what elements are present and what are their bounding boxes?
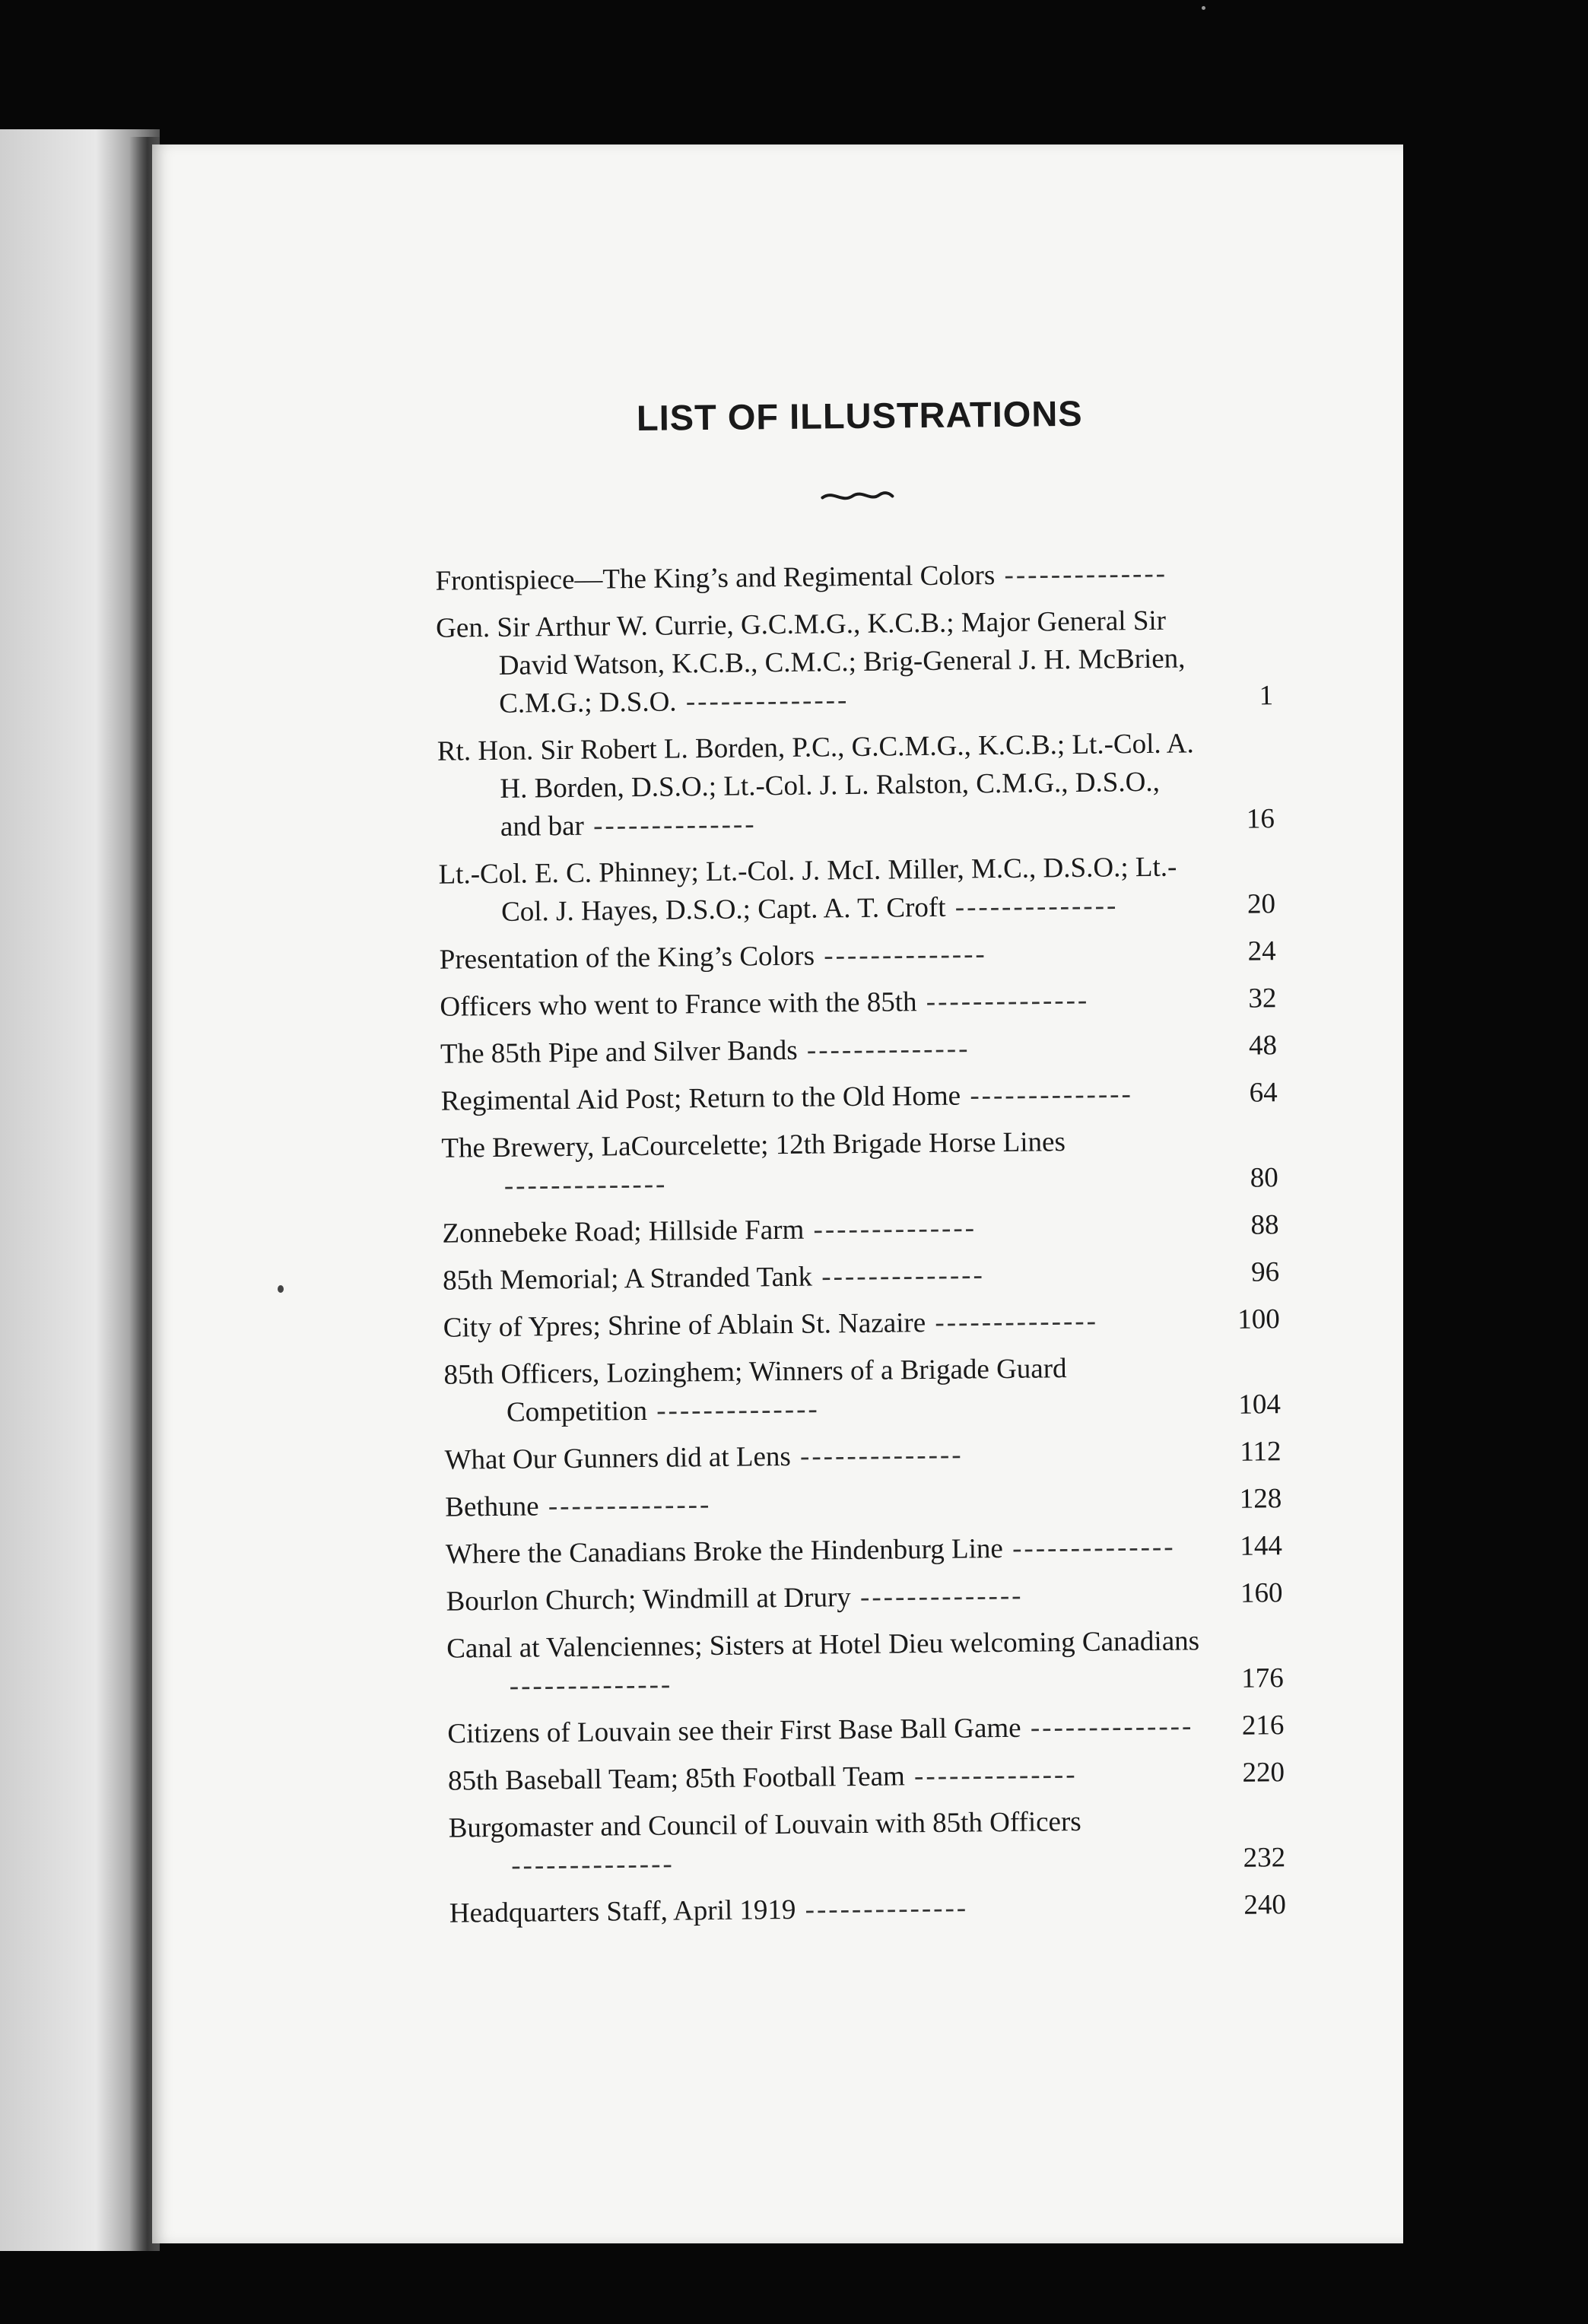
page-number: 144: [1240, 1530, 1283, 1562]
dot-leader: --------------: [676, 684, 850, 718]
dot-leader: --------------: [995, 557, 1168, 592]
page-number: 24: [1247, 935, 1276, 967]
page-number: 1: [1259, 680, 1274, 712]
list-item: [444, 1433, 1281, 1480]
list-item: [448, 1754, 1285, 1801]
illustration-title-text: Lt.-Col. E. C. Phinney; Lt.-Col. J. McI. Miller, M.C., D.S.O.; Lt.-Col. J. Hayes, D.S.O.; Capt. A. T. Croft: [438, 851, 1177, 928]
page-number: 48: [1248, 1030, 1278, 1062]
page-number: 232: [1243, 1842, 1286, 1874]
list-item: [448, 1801, 1285, 1886]
dot-leader: --------------: [797, 1033, 970, 1066]
page-number: 32: [1248, 983, 1277, 1014]
list-item: [439, 932, 1275, 979]
illustration-title-text: 85th Baseball Team; 85th Football Team: [447, 1760, 906, 1797]
illustration-title-text: Rt. Hon. Sir Robert L. Borden, P.C., G.C.M.G., K.C.B.; Lt.-Col. A. H. Borden, D.S.O.; Lt.-Col. J. L. Ralston, C.M.G., D.S.O., and bar: [437, 728, 1194, 843]
page-title: LIST OF ILLUSTRATIONS: [636, 392, 1083, 438]
illustration-title-text: The 85th Pipe and Silver Bands: [440, 1034, 798, 1070]
book-page: [152, 144, 1403, 2243]
list-item: [449, 1886, 1286, 1933]
illustration-title-text: Headquarters Staff, April 1919: [449, 1894, 796, 1929]
illustration-title-text: 85th Memorial; A Stranded Tank: [442, 1261, 813, 1297]
illustration-title: [442, 1207, 1208, 1253]
list-item: [440, 1027, 1277, 1074]
illustration-title-text: Zonnebeke Road; Hillside Farm: [442, 1214, 805, 1249]
illustration-title: [447, 1707, 1214, 1754]
illustration-title: [440, 1075, 1207, 1121]
illustration-title-text: Burgomaster and Council of Louvain with 85th Officers: [448, 1805, 1081, 1844]
page-number: 240: [1243, 1889, 1287, 1921]
dot-leader: --------------: [503, 1168, 668, 1202]
illustration-title: [446, 1528, 1212, 1574]
page-content: [259, 390, 1316, 1944]
list-item: [436, 601, 1274, 724]
list-item: [443, 1348, 1281, 1433]
dot-leader: --------------: [646, 1393, 820, 1427]
page-number: 88: [1250, 1209, 1279, 1241]
illustration-title: [440, 980, 1206, 1027]
page-number: 20: [1247, 888, 1276, 920]
page-number: 80: [1250, 1162, 1279, 1194]
list-item: [438, 847, 1275, 932]
dot-leader: --------------: [904, 1759, 1078, 1792]
page-number: 104: [1238, 1389, 1282, 1421]
dot-leader: --------------: [925, 1305, 1099, 1339]
illustration-title-text: Where the Canadians Broke the Hindenburg Line: [445, 1533, 1004, 1570]
illustration-title: [445, 1481, 1212, 1527]
page-number: 64: [1249, 1077, 1278, 1109]
illustration-title-text: Citizens of Louvain see their First Base Ball Game: [447, 1712, 1021, 1750]
dot-leader: --------------: [790, 1439, 964, 1472]
illustration-title: [443, 1348, 1211, 1433]
illustration-title-text: Bourlon Church; Windmill at Drury: [446, 1582, 851, 1618]
page-number: 128: [1239, 1483, 1282, 1515]
dot-leader: --------------: [945, 890, 1119, 923]
dot-leader: --------------: [538, 1489, 712, 1522]
list-item: [446, 1621, 1284, 1706]
dot-leader: --------------: [1002, 1531, 1176, 1565]
illustration-title: [448, 1802, 1215, 1886]
illustration-title: [449, 1887, 1216, 1933]
illustration-title-text: The Brewery, LaCourcelette; 12th Brigade Horse Lines: [441, 1126, 1066, 1164]
illustration-title: [440, 1027, 1207, 1074]
illustration-title-text: Presentation of the King’s Colors: [439, 940, 815, 976]
dust-speck: [1202, 6, 1205, 10]
dot-leader: --------------: [511, 1848, 675, 1881]
illustration-title: [437, 725, 1205, 847]
page-number: 176: [1240, 1662, 1284, 1694]
list-item: [445, 1480, 1282, 1527]
illustration-title: [435, 554, 1202, 601]
illustration-title-text: 85th Officers, Lozinghem; Winners of a Brigade Guard Competition: [443, 1353, 1067, 1428]
illustration-title-text: What Our Gunners did at Lens: [444, 1440, 792, 1476]
dot-leader: --------------: [804, 1212, 977, 1246]
illustration-title: [441, 1122, 1208, 1206]
list-item: [440, 1074, 1277, 1121]
illustration-title-text: Gen. Sir Arthur W. Currie, G.C.M.G., K.C.B.; Major General Sir David Watson, K.C.B., C.M.C.; Brig-General J. H. McBrien, C.M.G.; D.S.O.: [435, 605, 1186, 719]
illustration-title: [446, 1575, 1212, 1621]
list-item: [447, 1706, 1284, 1754]
list-item: [446, 1574, 1282, 1621]
list-item: [443, 1300, 1280, 1348]
ornament-flourish: [666, 483, 894, 508]
page-number: 220: [1242, 1757, 1285, 1789]
page-number: 160: [1240, 1577, 1283, 1609]
list-item: [446, 1527, 1282, 1574]
list-item: [443, 1253, 1279, 1300]
illustration-title: [439, 933, 1205, 979]
illustration-title: [443, 1254, 1209, 1300]
dot-leader: --------------: [509, 1668, 673, 1702]
page-number: 216: [1241, 1710, 1285, 1741]
dot-leader: --------------: [814, 938, 987, 972]
illustration-title: [448, 1754, 1215, 1801]
page-number: 96: [1250, 1256, 1280, 1288]
illustration-title-text: Frontispiece—The King’s and Regimental Colors: [435, 560, 996, 597]
illustration-title: [446, 1622, 1214, 1706]
page-number: 16: [1246, 803, 1275, 835]
list-item: [437, 724, 1275, 847]
dot-leader: --------------: [583, 808, 757, 842]
dot-leader: --------------: [960, 1078, 1134, 1112]
illustration-title: [438, 848, 1205, 932]
illustration-title-text: Bethune: [445, 1491, 539, 1523]
dot-leader: --------------: [916, 984, 1090, 1018]
page-number: 112: [1240, 1436, 1282, 1468]
illustration-title: [443, 1301, 1210, 1348]
list-item: [442, 1206, 1278, 1253]
dot-leader: --------------: [811, 1259, 985, 1293]
page-number: 100: [1237, 1303, 1280, 1335]
illustration-title-text: Canal at Valenciennes; Sisters at Hotel Dieu welcoming Canadians: [446, 1625, 1200, 1665]
illustration-title: [444, 1433, 1211, 1480]
list-item: [441, 1121, 1278, 1206]
illustrations-list: [260, 554, 1316, 1935]
illustration-title: [436, 602, 1204, 724]
illustration-title-text: City of Ypres; Shrine of Ablain St. Nazaire: [443, 1307, 926, 1344]
dot-leader: --------------: [796, 1892, 969, 1926]
list-item: [435, 554, 1272, 601]
illustration-title-text: Regimental Aid Post; Return to the Old Home: [440, 1080, 961, 1117]
list-item: [440, 979, 1276, 1027]
dot-leader: --------------: [850, 1579, 1024, 1614]
dot-leader: --------------: [1021, 1710, 1194, 1744]
illustration-title-text: Officers who went to France with the 85th: [440, 986, 917, 1023]
